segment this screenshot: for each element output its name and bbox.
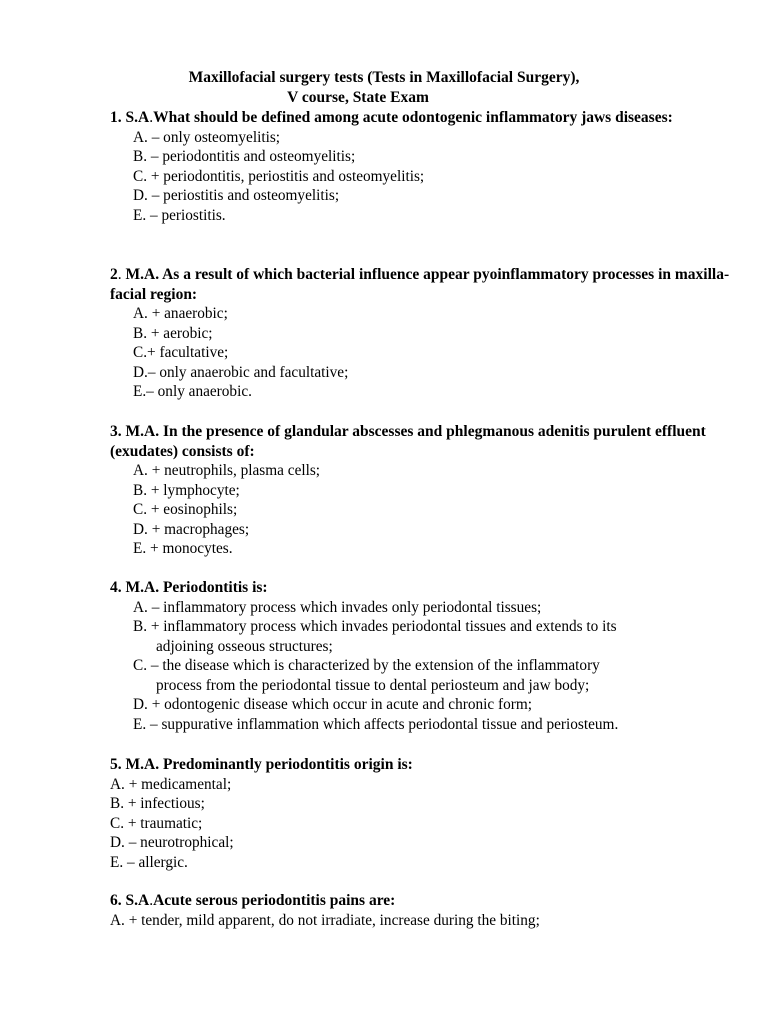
answer-option: B. + infectious;	[110, 795, 205, 812]
question-heading	[110, 755, 730, 775]
answer-option: C. – the disease which is characterized by the extension of the inflammatory	[133, 657, 600, 674]
answer-option: B. – periodontitis and osteomyelitis;	[133, 148, 356, 165]
question-heading	[110, 891, 730, 911]
answer-option: D. – periostitis and osteomyelitis;	[133, 187, 340, 204]
answer-option: B. + aerobic;	[133, 324, 213, 342]
question-text: Periodontitis is:	[159, 579, 268, 596]
question-dot: .	[117, 266, 122, 283]
question-number: 4. M.A.	[110, 579, 160, 596]
question-number: 1. S.A	[110, 109, 150, 126]
question-number: 6. S.A	[110, 892, 150, 909]
question-text: Predominantly periodontitis origin is:	[159, 756, 413, 773]
answer-list	[110, 911, 730, 931]
answer-list	[110, 304, 730, 402]
question-text: M.A. As a result of which bacterial influence appear pyoinflammatory processes in maxilla-facial region:	[110, 266, 730, 303]
document-title: Maxillofacial surgery tests (Tests in Maxillofacial Surgery),	[188, 69, 580, 86]
answer-option: E.– only anaerobic.	[133, 383, 252, 400]
answer-option: D. + odontogenic disease which occur in acute and chronic form;	[133, 696, 532, 713]
answer-option: C. + traumatic;	[110, 814, 203, 832]
answer-option: C. + eosinophils;	[133, 501, 238, 518]
question-heading	[110, 265, 730, 304]
question-dot: .	[149, 109, 154, 126]
answer-option: A. – inflammatory process which invades only periodontal tissues;	[133, 598, 542, 616]
question-heading	[110, 578, 750, 598]
question-4	[110, 578, 750, 734]
answer-option: A. + tender, mild apparent, do not irradiate, increase during the biting;	[110, 911, 540, 929]
answer-list	[110, 598, 750, 735]
question-6	[110, 891, 730, 930]
answer-list	[110, 775, 730, 873]
answer-option: B. + inflammatory process which invades periodontal tissues and extends to its	[133, 618, 617, 635]
question-2	[110, 265, 730, 402]
answer-option: C.+ facultative;	[133, 344, 229, 361]
question-text: What should be defined among acute odontogenic inflammatory jaws diseases:	[153, 109, 673, 126]
answer-option: D. – neurotrophical;	[110, 834, 234, 851]
answer-option: E. – suppurative inflammation which affects periodontal tissue and periosteum.	[133, 715, 619, 733]
answer-option-continuation: process from the periodontal tissue to dental periosteum and jaw body;	[156, 676, 590, 694]
answer-list	[110, 461, 730, 559]
question-1	[110, 108, 730, 225]
answer-option: B. + lymphocyte;	[133, 481, 240, 499]
question-text: Acute serous periodontitis pains are:	[153, 892, 396, 909]
question-3	[110, 422, 730, 559]
answer-list	[110, 128, 730, 226]
answer-option: E. + monocytes.	[133, 540, 233, 557]
answer-option: E. – allergic.	[110, 853, 188, 871]
question-number: 3. M.A.	[110, 423, 160, 440]
question-heading	[110, 108, 730, 128]
question-heading	[110, 422, 730, 461]
question-number: 5. M.A.	[110, 756, 160, 773]
question-5	[110, 755, 730, 872]
answer-option: A. + neutrophils, plasma cells;	[133, 462, 321, 479]
document-subtitle: V course, State Exam	[287, 89, 429, 106]
answer-option: D. + macrophages;	[133, 520, 250, 538]
answer-option-continuation: adjoining osseous structures;	[156, 637, 333, 655]
question-dot: .	[149, 892, 154, 909]
answer-option: A. + anaerobic;	[133, 305, 228, 322]
answer-option: A. – only osteomyelitis;	[133, 128, 281, 146]
question-number: 2	[110, 266, 118, 283]
question-text: In the presence of glandular abscesses and phlegmanous adenitis purulent effluent (exudates) consists of:	[110, 423, 706, 460]
answer-option: A. + medicamental;	[110, 775, 232, 793]
answer-option: C. + periodontitis, periostitis and osteomyelitis;	[133, 167, 425, 185]
answer-option: D.– only anaerobic and facultative;	[133, 363, 349, 381]
answer-option: E. – periostitis.	[133, 206, 226, 224]
